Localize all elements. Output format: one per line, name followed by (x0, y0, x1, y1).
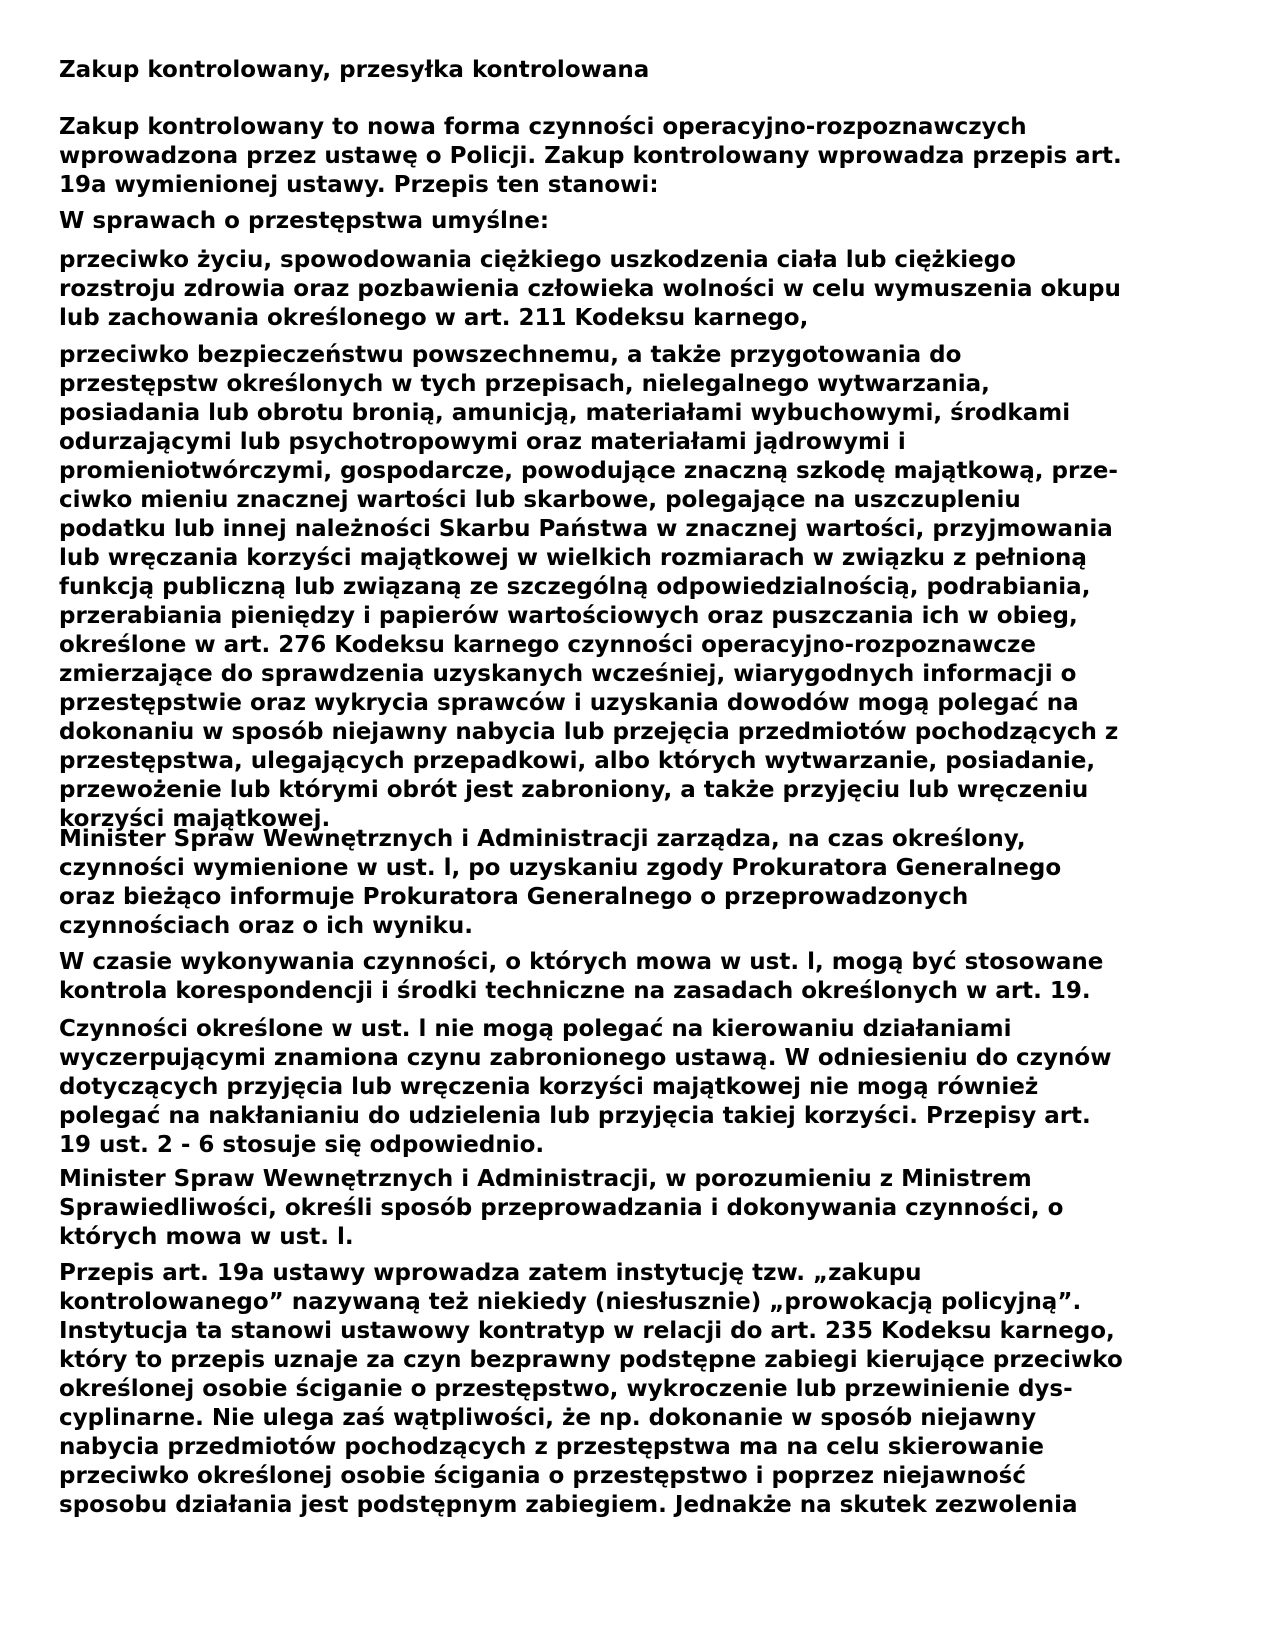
paragraph-article-19a-commentary: Przepis art. 19a ustawy wprowadza zatem instytucję tzw. „zakupu kontrolowanego” nazywaną też niekiedy (niesłusznie) „prowokacją policyjną”. Instytucja ta stanowi ustawowy kontratyp w relacji do art. 235 Kodeksu karnego, który to przepis uznaje za czyn bezprawny podstępne zabiegi kierujące przeciwko określonej osobie ściganie o przestępstwo, wykroczenie lub przewinienie dys- cyplinarne. Nie ulega zaś wątpliwości, że np. dokonanie w sposób niejawny nabycia przedmiotów pochodzących z przestępstwa ma na celu skierowanie przeciwko określonej osobie ścigania o przestępstwo i poprzez niejawność sposobu działania jest podstępnym zabiegiem. Jednakże na skutek zezwolenia (59, 1260, 1123, 1518)
paragraph-procedure: Minister Spraw Wewnętrznych i Administracji, w porozumieniu z Ministrem Sprawiedliwości, określi sposób przeprowadzania i dokonywania czynności, o których mowa w ust. l. (59, 1166, 1064, 1250)
paragraph-crimes-against-life: przeciwko życiu, spowodowania ciężkiego uszkodzenia ciała lub ciężkiego rozstroju zdrowia oraz pozbawienia człowieka wolności w celu wymuszenia okupu lub zachowania określonego w art. 211 Kodeksu karnego, (59, 247, 1121, 331)
paragraph-crimes-against-public-safety: przeciwko bezpieczeństwu powszechnemu, a także przygotowania do przestępstw określonych w tych przepisach, nielegalnego wytwarzania, posiadania lub obrotu bronią, amunicją, materiałami wybuchowymi, środkami odurzającymi lub psychotropowymi oraz materiałami jądrowymi i promieniotwórczymi, gospodarcze, powodujące znaczną szkodę majątkową, prze- ciwko mieniu znacznej wartości lub skarbowe, polegające na uszczupleniu podatku lub innej należności Skarbu Państwa w znacznej wartości, przyjmowania lub wręczania korzyści majątkowej w wielkich rozmiarach w związku z pełnioną funkcją publiczną lub związaną ze szczególną odpowiedzialnością, podrabiania, przerabiania pieniędzy i papierów wartościowych oraz puszczania ich w obieg, określone w art. 276 Kodeksu karnego czynności operacyjno-rozpoznawcze zmierzające do sprawdzenia uzyskanych wcześniej, wiarygodnych informacji o przestępstwie oraz wykrycia sprawców i uzyskania dowodów mogą polegać na dokonaniu w sposób niejawny nabycia lub przejęcia przedmiotów pochodzących z przestępstwa, ulegających przepadkowi, albo których wytwarzanie, posiadanie, przewożenie lub którymi obrót jest zabroniony, a także przyjęciu lub wręczeniu korzyści majątkowej. (59, 342, 1119, 832)
document-title: Zakup kontrolowany, przesyłka kontrolowana (59, 57, 650, 83)
paragraph-minister-orders: Minister Spraw Wewnętrznych i Administracji zarządza, na czas określony, czynności wymienione w ust. l, po uzyskaniu zgody Prokuratora Generalnego oraz bieżąco informuje Prokuratora Generalnego o przeprowadzonych czynnościach oraz o ich wyniku. (59, 826, 1062, 939)
paragraph-control-measures: W czasie wykonywania czynności, o których mowa w ust. l, mogą być stosowane kontrola korespondencji i środki techniczne na zasadach określonych w art. 19. (59, 949, 1104, 1004)
paragraph-limitations: Czynności określone w ust. l nie mogą polegać na kierowaniu działaniami wyczerpującymi znamiona czynu zabronionego ustawą. W odniesieniu do czynów dotyczących przyjęcia lub wręczenia korzyści majątkowej nie mogą również polegać na nakłanianiu do udzielenia lub przyjęcia takiej korzyści. Przepisy art. 19 ust. 2 - 6 stosuje się odpowiednio. (59, 1016, 1112, 1158)
paragraph-heading-intentional-crimes: W sprawach o przestępstwa umyślne: (59, 208, 550, 234)
paragraph-intro: Zakup kontrolowany to nowa forma czynności operacyjno-rozpoznawczych wprowadzona przez ustawę o Policji. Zakup kontrolowany wprowadza przepis art. 19a wymienionej ustawy. Przepis ten stanowi: (59, 114, 1122, 198)
